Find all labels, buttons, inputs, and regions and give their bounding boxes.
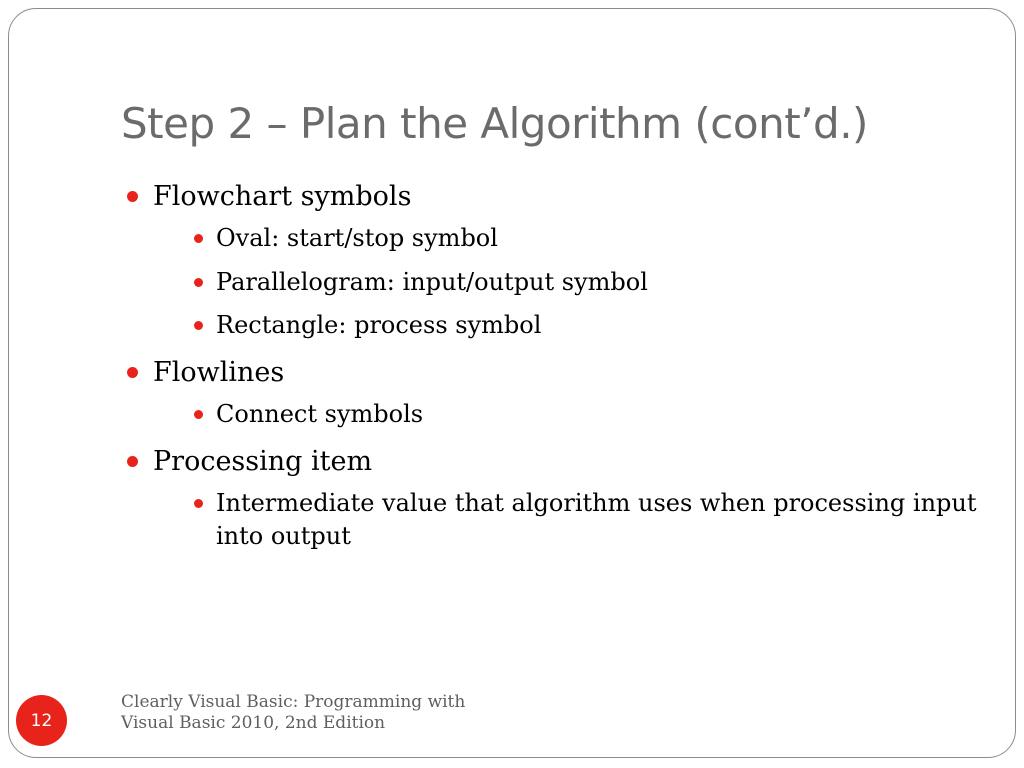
bullet-text: Flowlines xyxy=(153,356,285,388)
slide xyxy=(8,8,1016,758)
sub-bullet-dot-icon xyxy=(194,321,203,330)
bullet-dot-icon xyxy=(127,456,138,467)
bullet-dot-icon xyxy=(127,191,138,202)
bullet-item xyxy=(121,179,981,343)
slide-footer: Clearly Visual Basic: Programming with Visual Basic 2010, 2nd Edition xyxy=(121,692,466,734)
sub-bullet-text: Rectangle: process symbol xyxy=(216,311,542,340)
bullet-list xyxy=(121,179,981,566)
sub-bullet-item xyxy=(153,266,981,300)
sub-bullet-item xyxy=(153,222,981,256)
bullet-item xyxy=(121,355,981,432)
sub-bullet-item xyxy=(153,487,981,554)
sub-bullet-list xyxy=(153,487,981,554)
sub-bullet-text: Oval: start/stop symbol xyxy=(216,224,498,253)
bullet-dot-icon xyxy=(127,367,138,378)
sub-bullet-item xyxy=(153,398,981,432)
sub-bullet-dot-icon xyxy=(194,410,203,419)
sub-bullet-list xyxy=(153,398,981,432)
sub-bullet-dot-icon xyxy=(194,234,203,243)
sub-bullet-text: Intermediate value that algorithm uses when processing input into output xyxy=(216,488,977,551)
sub-bullet-dot-icon xyxy=(194,499,203,508)
bullet-item xyxy=(121,444,981,554)
bullet-text: Processing item xyxy=(153,445,373,477)
slide-title: Step 2 – Plan the Algorithm (cont’d.) xyxy=(121,99,868,148)
page-number-badge: 12 xyxy=(16,695,67,746)
sub-bullet-list xyxy=(153,222,981,343)
sub-bullet-text: Connect symbols xyxy=(216,399,424,428)
bullet-text: Flowchart symbols xyxy=(153,181,412,212)
sub-bullet-item xyxy=(153,309,981,343)
sub-bullet-text: Parallelogram: input/output symbol xyxy=(216,267,648,296)
sub-bullet-dot-icon xyxy=(194,278,203,287)
